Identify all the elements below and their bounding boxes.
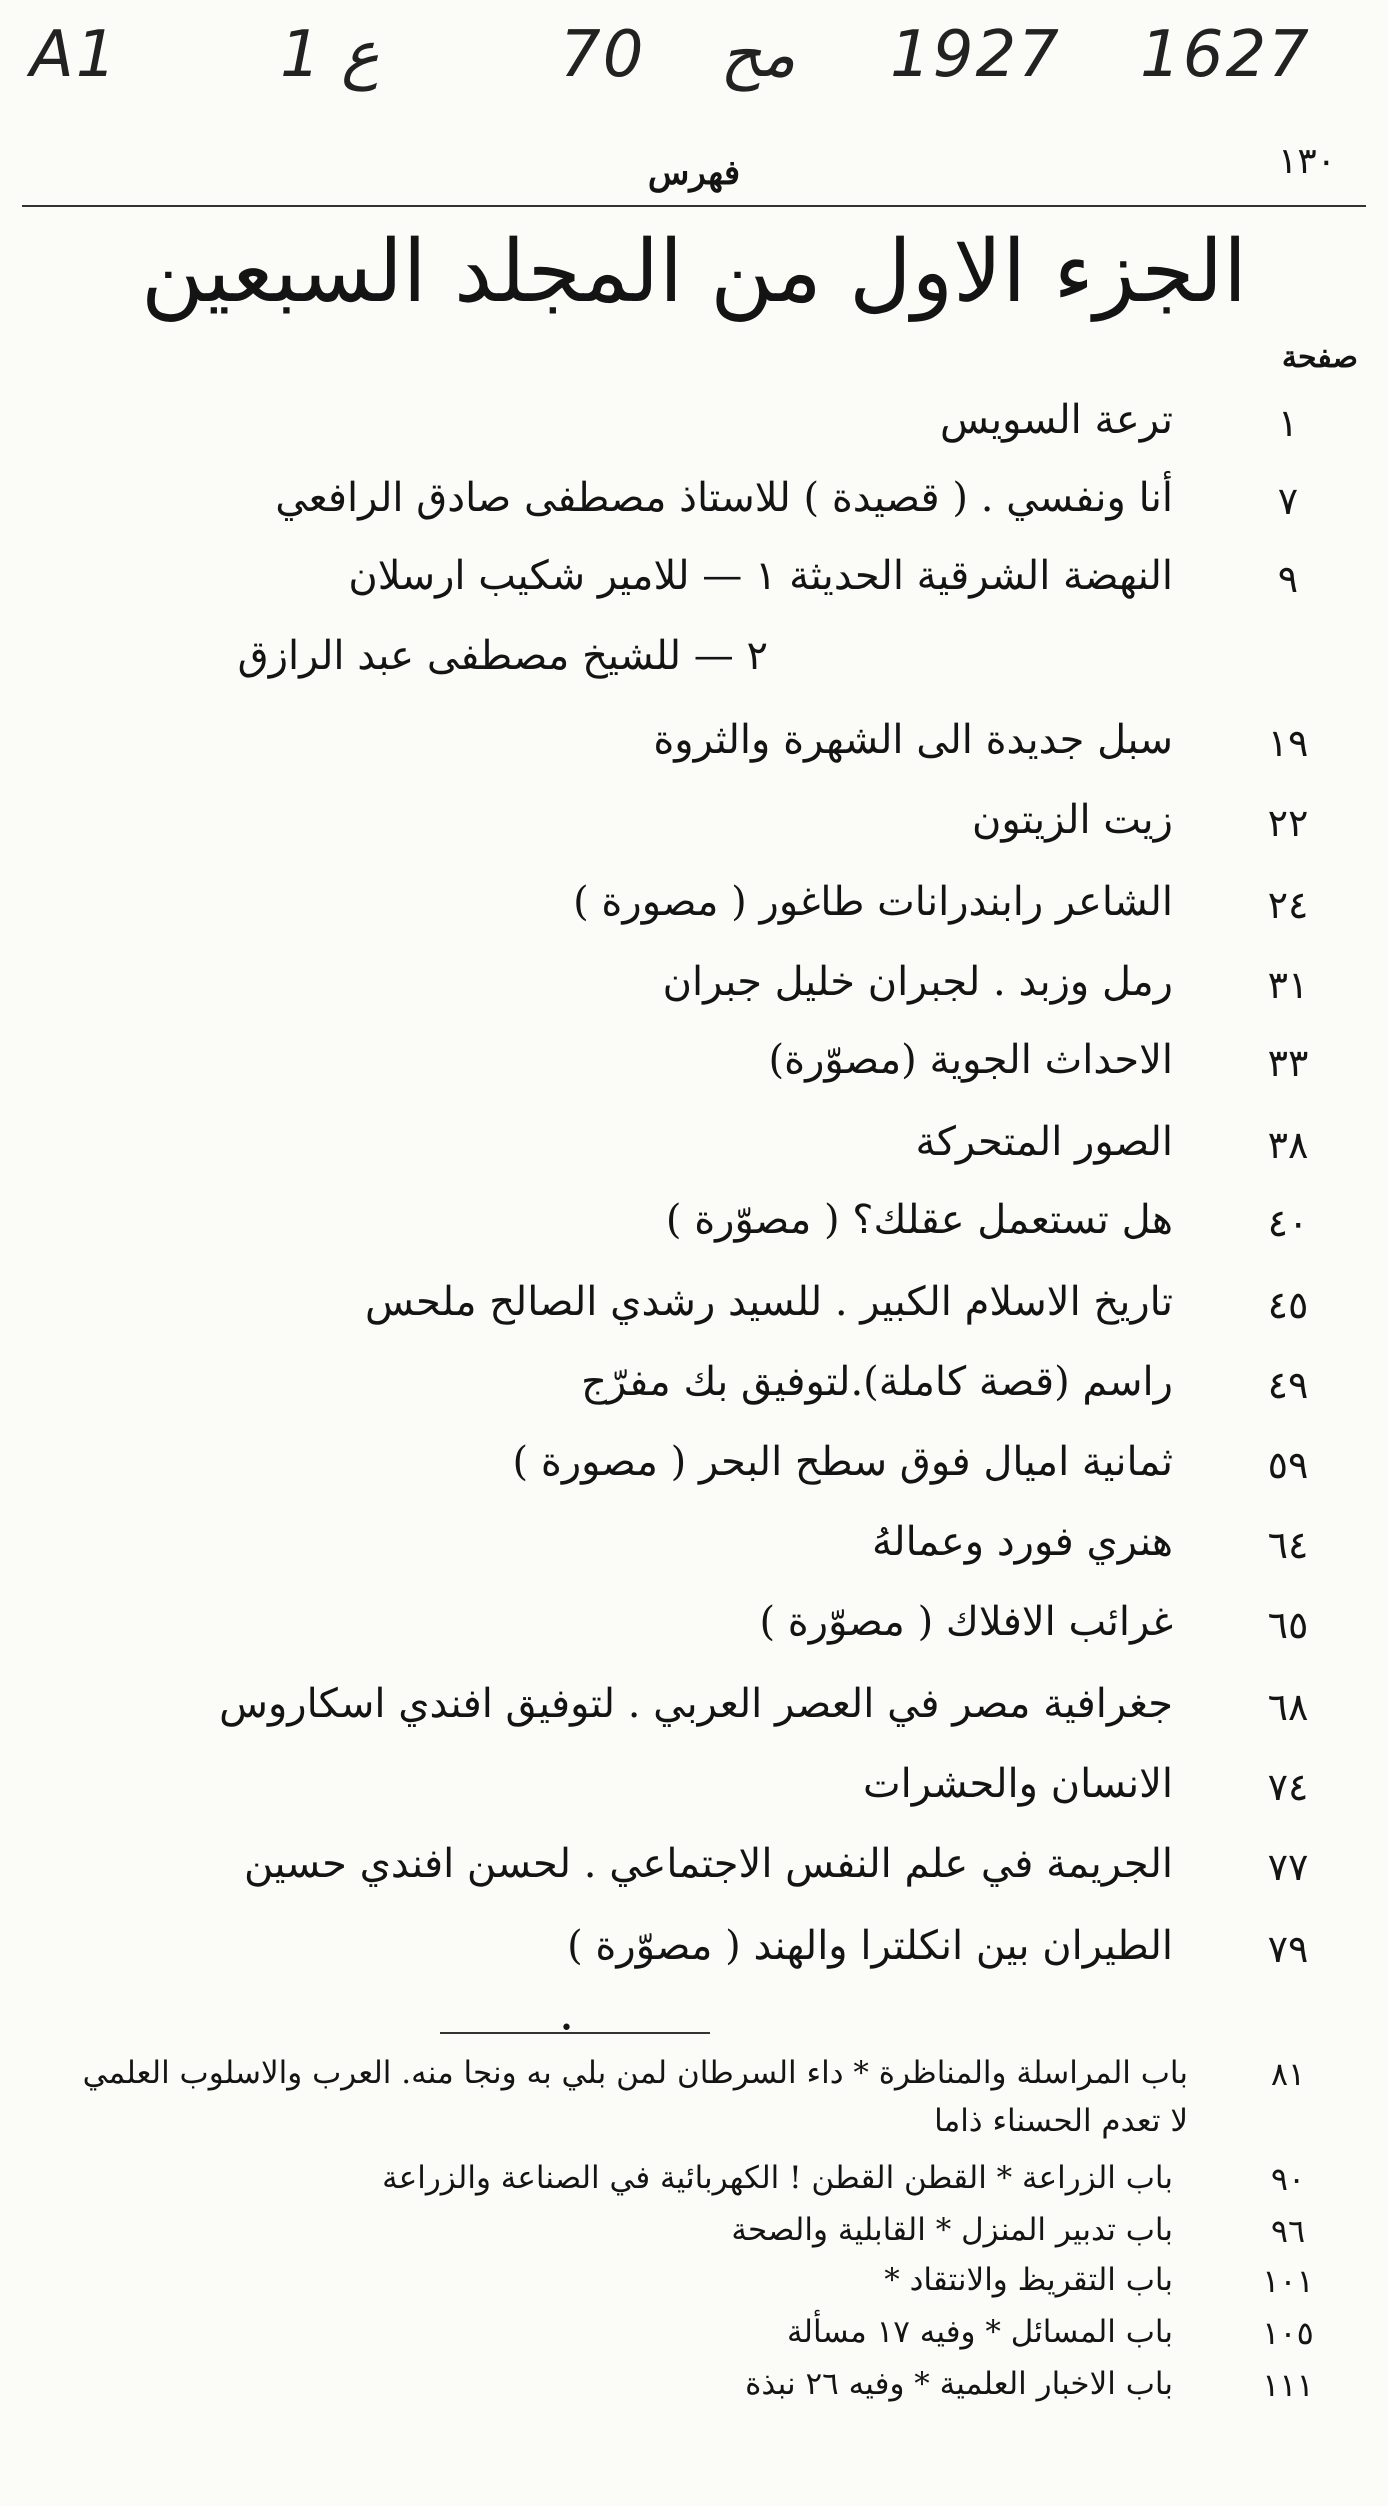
entry-title: تاريخ الاسلام الكبير . للسيد رشدي الصالح ملحس: [365, 1279, 1173, 1325]
hand-year1: 1927: [890, 18, 1061, 92]
entry-title: هل تستعمل عقلك؟ ( مصوّرة ): [665, 1197, 1173, 1243]
toc-entry: [0, 1277, 1388, 1347]
handwritten-annotation: [30, 18, 1348, 128]
entry-title: راسم (قصة كاملة).لتوفيق بك مفرّج: [581, 1359, 1173, 1405]
entry-page: ٦٥: [1267, 1603, 1309, 1647]
entry-page: ٧: [1277, 479, 1299, 523]
toc-entry: [0, 1517, 1388, 1587]
entry-page: ٣٣: [1267, 1041, 1309, 1085]
column-header: صفحة: [1281, 340, 1358, 375]
section-title: باب الاخبار العلمية * وفيه ٢٦ نبذة: [745, 2366, 1173, 2402]
toc-entry: [0, 1035, 1388, 1105]
section-title: باب المراسلة والمناظرة * داء السرطان لمن بلي به ونجا منه. العرب والاسلوب العلمي: [82, 2055, 1188, 2091]
section-page: ٨١: [1270, 2055, 1306, 2093]
section-page: ١٠٥: [1262, 2314, 1314, 2352]
entry-title: النهضة الشرقية الحديثة ١ — للامير شكيب ارسلان: [348, 553, 1173, 599]
entry-page: ١٩: [1267, 721, 1309, 765]
toc-entry: [0, 957, 1388, 1027]
section-page: ٩٠: [1270, 2160, 1306, 2198]
main-title: الجزء الاول من المجلد السبعين: [141, 222, 1247, 322]
toc-entry: [0, 551, 1388, 621]
entry-page: ٧٧: [1267, 1845, 1309, 1889]
toc-entry: [0, 631, 1388, 701]
hand-year2: 1627: [1140, 18, 1311, 92]
entry-page: ٩: [1277, 557, 1299, 601]
entry-title: ٢ — للشيخ مصطفى عبد الرازق: [237, 633, 768, 679]
toc-entry: [0, 1437, 1388, 1507]
entry-page: ٥٩: [1267, 1443, 1309, 1487]
toc-entry: [0, 1679, 1388, 1749]
hand-num: 70: [560, 18, 646, 92]
toc-entry: [0, 1921, 1388, 1991]
entry-page: ٤٩: [1267, 1363, 1309, 1407]
hand-code: A1: [30, 18, 119, 92]
entry-page: ١: [1277, 401, 1299, 445]
section-page: ١٠١: [1262, 2262, 1314, 2300]
page-number: ١٣٠: [1277, 141, 1336, 182]
toc-entry: [0, 877, 1388, 947]
running-head-title: فهرس: [647, 153, 741, 193]
toc-entry: [0, 715, 1388, 785]
entry-title: الانسان والحشرات: [863, 1761, 1173, 1807]
entry-title: غرائب الافلاك ( مصوّرة ): [759, 1599, 1173, 1645]
section-title-line2: لا تعدم الحسناء ذاما: [934, 2103, 1188, 2139]
entry-page: ٣١: [1267, 963, 1309, 1007]
running-head: [22, 135, 1366, 207]
toc-entry: [0, 395, 1388, 465]
entry-page: ٣٨: [1267, 1123, 1309, 1167]
entry-title: سبل جديدة الى الشهرة والثروة: [653, 717, 1173, 763]
toc-entry: [0, 473, 1388, 543]
entry-title: الطيران بين انكلترا والهند ( مصوّرة ): [567, 1923, 1173, 1969]
entry-title: الصور المتحركة: [915, 1119, 1173, 1165]
entry-page: ٢٤: [1267, 883, 1309, 927]
entry-page: ٧٩: [1267, 1927, 1309, 1971]
entry-title: الجريمة في علم النفس الاجتماعي . لحسن افندي حسين: [243, 1841, 1173, 1887]
entry-title: ثمانية اميال فوق سطح البحر ( مصورة ): [512, 1439, 1173, 1485]
entry-title: ترعة السويس: [939, 397, 1173, 443]
section-page: ١١١: [1262, 2366, 1314, 2404]
entry-title: رمل وزبد . لجبران خليل جبران: [662, 959, 1173, 1005]
entry-page: ٤٠: [1267, 1201, 1309, 1245]
entry-title: الشاعر رابندرانات طاغور ( مصورة ): [573, 879, 1173, 925]
section-divider: [440, 2032, 710, 2034]
entry-page: ٦٤: [1267, 1523, 1309, 1567]
entry-title: أنا ونفسي . ( قصيدة ) للاستاذ مصطفى صادق الرافعي: [275, 475, 1173, 521]
hand-abbrev: مح: [720, 18, 796, 92]
toc-entry: [0, 1759, 1388, 1829]
entry-title: جغرافية مصر في العصر العربي . لتوفيق افندي اسكاروس: [219, 1681, 1173, 1727]
section-page: ٩٦: [1270, 2212, 1306, 2250]
entry-page: ٧٤: [1267, 1765, 1309, 1809]
toc-entry: [0, 1839, 1388, 1909]
section-title: باب تدبير المنزل * القابلية والصحة: [731, 2212, 1173, 2248]
hand-vol: 1 ع: [280, 18, 380, 92]
entry-title: زيت الزيتون: [971, 797, 1173, 843]
section-title: باب الزراعة * القطن القطن ! الكهربائية في الصناعة والزراعة: [382, 2160, 1173, 2196]
toc-entry: [0, 1117, 1388, 1187]
toc-entry: [0, 1357, 1388, 1427]
entry-page: ٤٥: [1267, 1283, 1309, 1327]
entry-title: هنري فورد وعمالهُ: [871, 1519, 1173, 1565]
entry-title: الاحداث الجوية (مصوّرة): [768, 1037, 1173, 1083]
toc-entry: [0, 795, 1388, 865]
toc-entry: [0, 1195, 1388, 1265]
toc-entry: [0, 1597, 1388, 1667]
entry-page: ٦٨: [1267, 1685, 1309, 1729]
section-title: باب المسائل * وفيه ١٧ مسألة: [786, 2314, 1173, 2350]
section-title: باب التقريظ والانتقاد *: [884, 2262, 1173, 2298]
entry-page: ٢٢: [1267, 801, 1309, 845]
